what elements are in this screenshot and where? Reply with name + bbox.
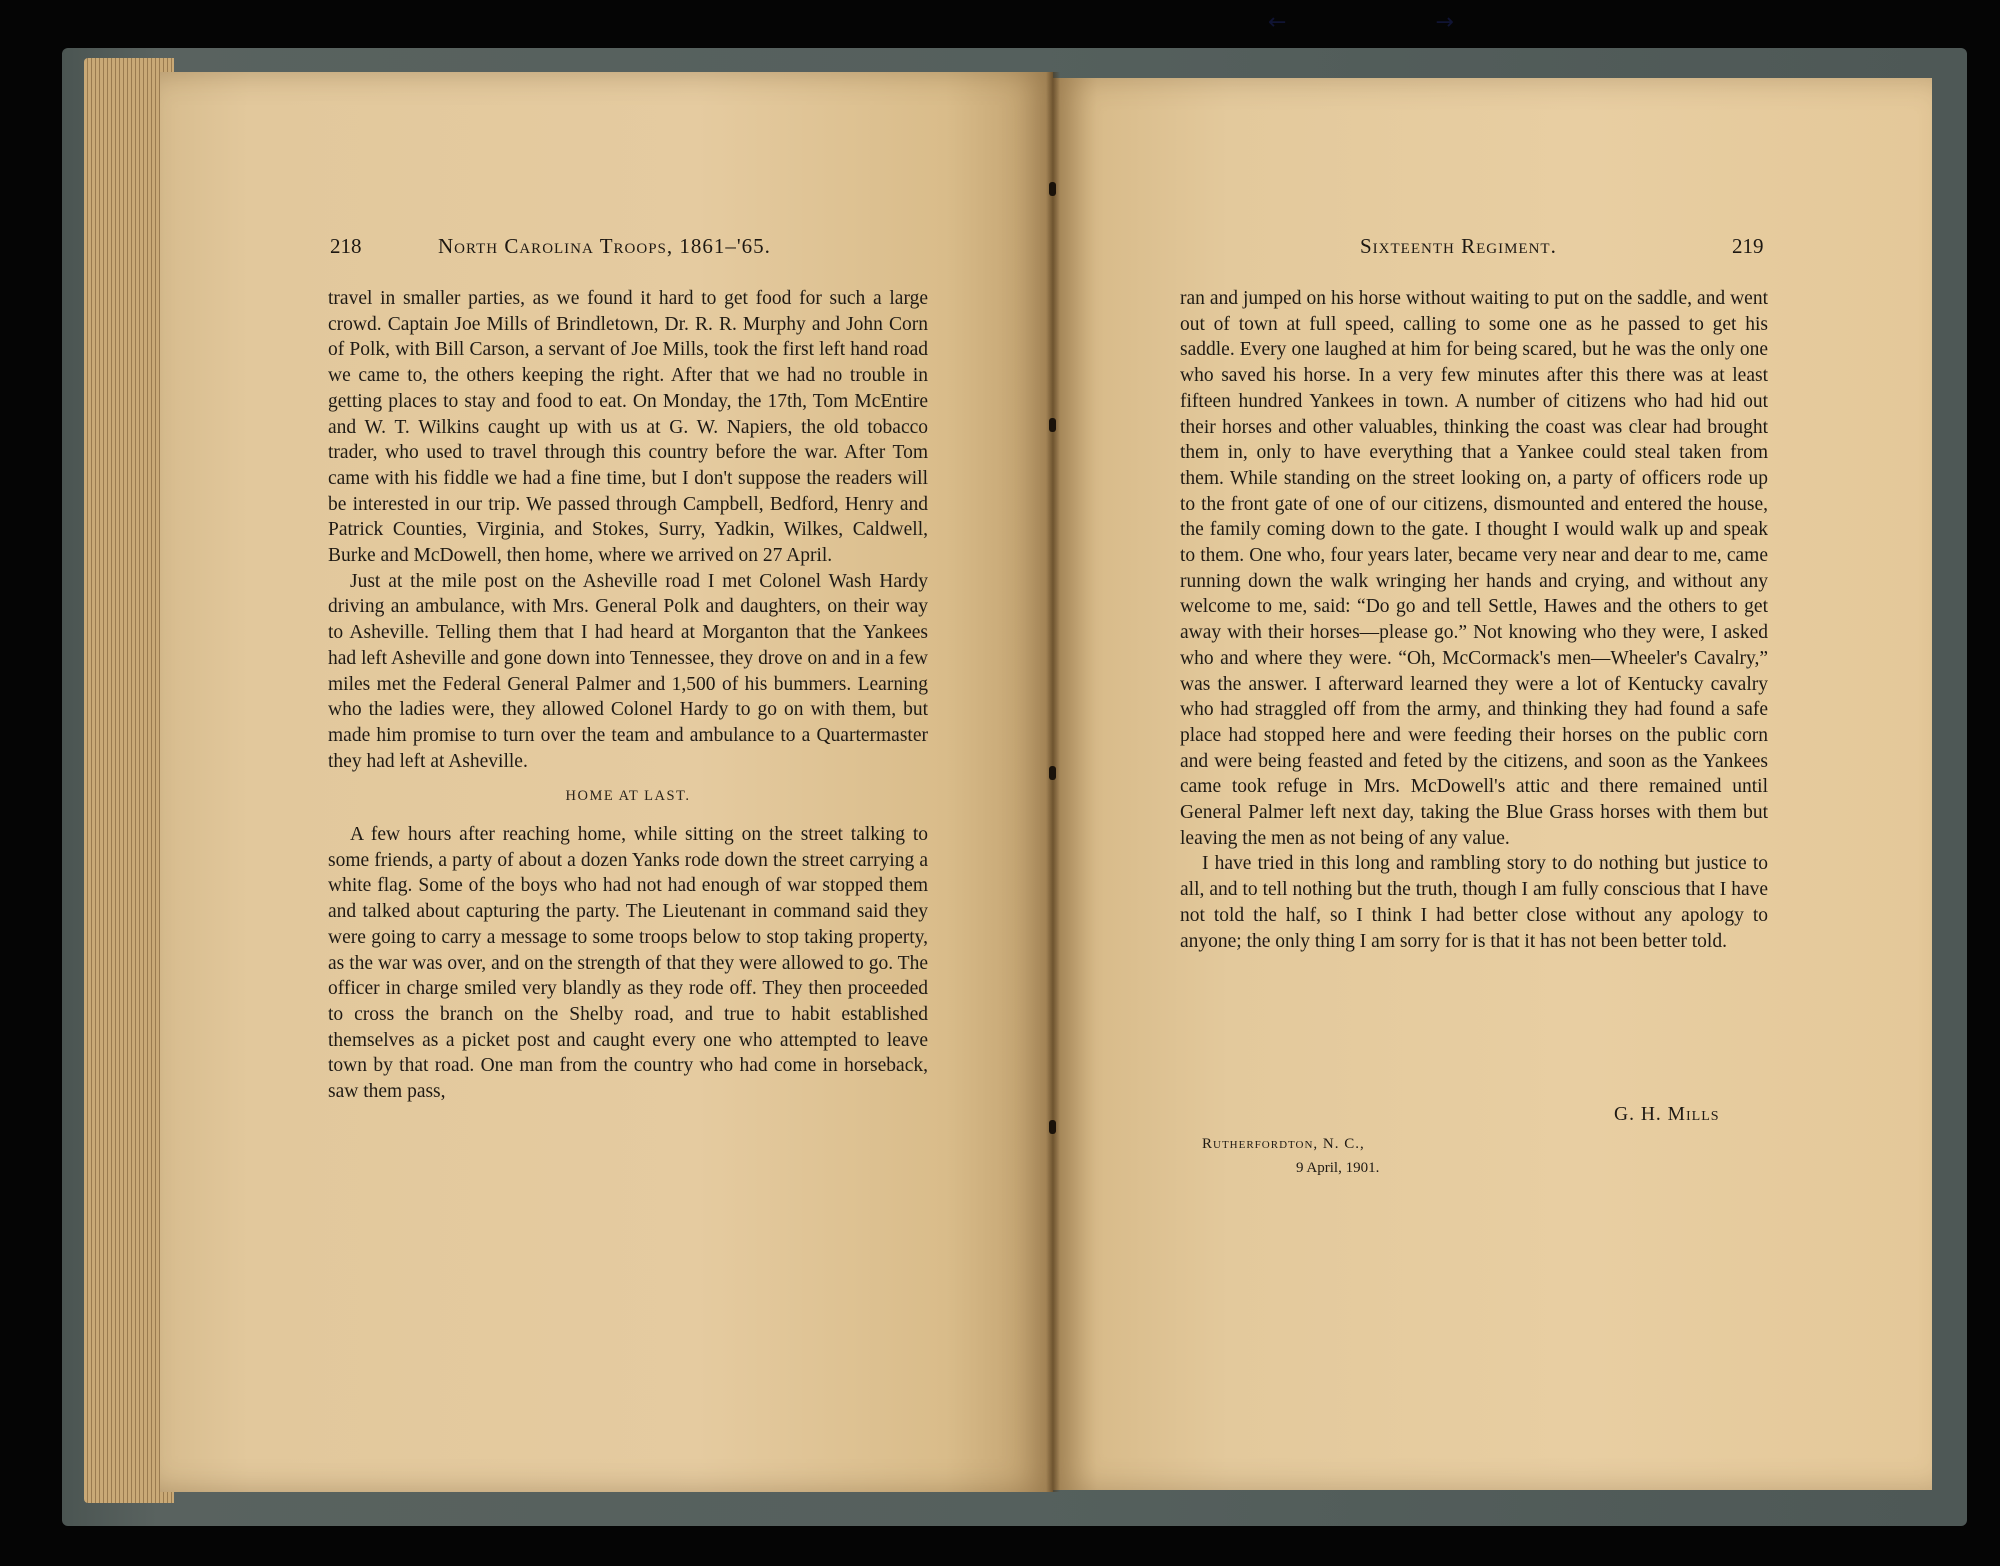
binding-stitch [1049,182,1056,196]
paragraph: Just at the mile post on the Asheville road I met Colonel Wash Hardy driving an ambulance, with Mrs. General Polk and daughters, on their way to Asheville. Telling them that I had heard at Morganton that the Yankees had left Asheville and gone down into Tennessee, they drove on and in a few miles met the Federal General Palmer and 1,500 of his bummers. Learning who the ladies were, they allowed Colonel Hardy to go on with them, but made him promise to turn over the team and ambulance to a Quartermaster they had left at Asheville. [328,570,928,772]
binding-stitch [1049,766,1056,780]
dateline-date: 9 April, 1901. [1296,1160,1380,1176]
pencil-annotation: ← → [1268,10,1460,35]
paragraph: ran and jumped on his horse without waiting to put on the saddle, and went out of town at full speed, calling to some one as he passed to get his saddle. Every one laughed at him for being scared, but he was the only one who saved his horse. In a very few minutes after this there was at least fifteen hundred Yankees in town. A number of citizens who had hid out their horses and other valuables, thinking the coast was clear had brought them in, only to have everything that a Yankee could steal taken from them. While standing on the street looking on, a party of officers rode up to the front gate of one of our citizens, dismounted and entered the house, the family coming down to the gate. I thought I would walk up and speak to them. One who, four years later, became very near and dear to me, came running down the walk wringing her hands and crying, and without any welcome to me, said: “Do go and tell Settle, Hawes and the others to get away with their horses—please go.” Not knowing who they were, I asked who and where they were. “Oh, McCormack's men—Wheeler's Cavalry,” was the answer. I afterward learned they were a lot of Kentucky cavalry who had straggled off from the army, and thinking they had found a safe place had stopped here and were feeding their horses on the public corn and were being feasted and feted by the citizens, and soon as the Yankees came took refuge in Mrs. McDowell's attic and there remained until General Palmer left next day, taking the Blue Grass horses with them but leaving the men as not being of any value. [1180,288,1768,849]
left-running-head: North Carolina Troops, 1861–'65. [438,234,771,258]
author-signature: G. H. Mills [1614,1104,1720,1125]
binding-stitch [1049,418,1056,432]
right-running-head: Sixteenth Regiment. [1360,234,1557,258]
section-heading: HOME AT LAST. [565,788,691,805]
book-gutter [1046,72,1060,1492]
right-page-body [1180,286,1768,954]
right-page-number: 219 [1732,234,1764,258]
left-page-body [328,286,928,1105]
left-page-number: 218 [330,234,362,258]
paragraph: travel in smaller parties, as we found it hard to get food for such a large crowd. Captain Joe Mills of Brindletown, Dr. R. R. Murphy and John Corn of Polk, with Bill Carson, a servant of Joe Mills, took the first left hand road we came to, the others keeping the right. After that we had no trouble in getting places to stay and food to eat. On Monday, the 17th, Tom McEntire and W. T. Wilkins caught up with us at G. W. Napiers, the old tobacco trader, who used to travel through this country before the war. After Tom came with his fiddle we had a fine time, but I don't suppose the readers will be interested in our trip. We passed through Campbell, Bedford, Henry and Patrick Counties, Virginia, and Stokes, Surry, Yadkin, Wilkes, Caldwell, Burke and McDowell, then home, where we arrived on 27 April. [328,288,928,567]
paragraph: I have tried in this long and rambling story to do nothing but justice to all, and to tell nothing but the truth, though I am fully conscious that I have not told the half, so I think I had better close without any apology to anyone; the only thing I am sorry for is that it has not been better told. [1180,853,1768,952]
dateline-place: Rutherfordton, N. C., [1202,1136,1365,1152]
binding-stitch [1049,1120,1056,1134]
paragraph: A few hours after reaching home, while sitting on the street talking to some friends, a party of about a dozen Yanks rode down the street carrying a white flag. Some of the boys who had not had enough of war stopped them and talked about capturing the party. The Lieutenant in command said they were going to carry a message to some troops below to stop taking property, as the war was over, and on the strength of that they were allowed to go. The officer in charge smiled very blandly as they rode off. They then proceeded to cross the branch on the Shelby road, and true to habit established themselves as a picket post and caught every one who attempted to leave town by that road. One man from the country who had come in horseback, saw them pass, [328,824,928,1103]
